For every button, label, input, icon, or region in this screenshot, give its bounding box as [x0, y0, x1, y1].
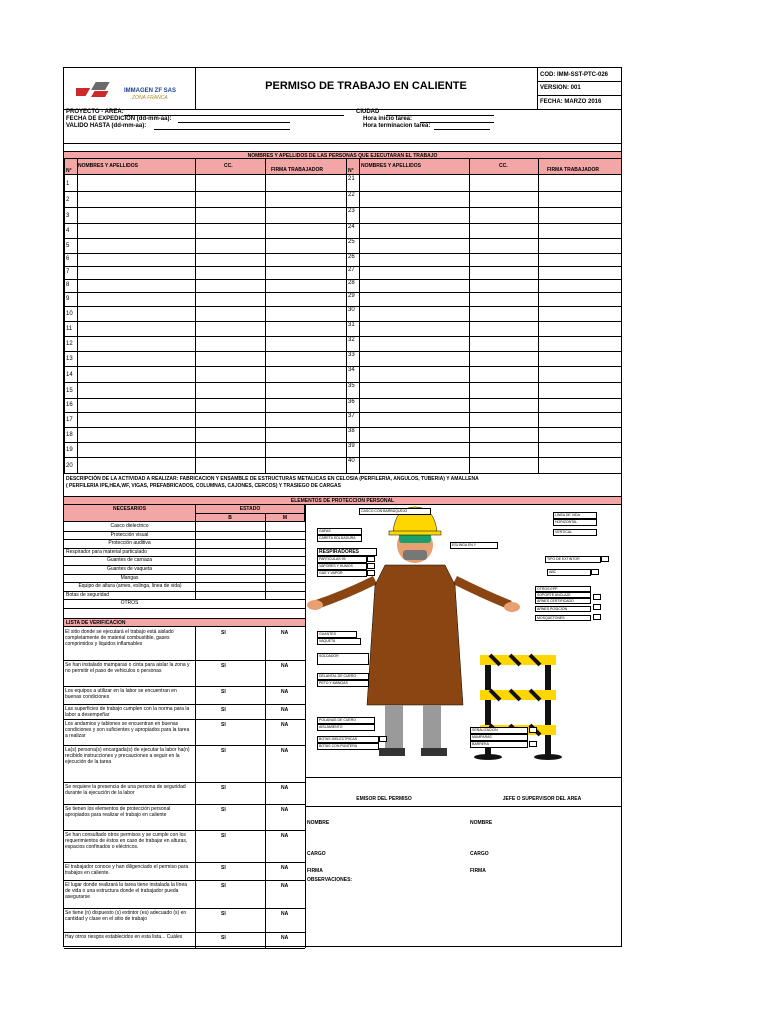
- issuer-position-label: CARGO: [307, 851, 326, 857]
- worker-number-right: 27: [348, 267, 355, 273]
- checklist-yes[interactable]: SI: [221, 833, 226, 839]
- checklist-item: Se han consultado otros permisos y se cumple con los requerimientos de éstos en caso de trabajar en alturas, espacios confinados o eléctricos.: [65, 832, 188, 850]
- worker-number-right: 32: [348, 337, 355, 343]
- checklist-yes[interactable]: SI: [221, 935, 226, 941]
- worker-number-right: 40: [348, 458, 355, 464]
- label-careta: CARETA SOLDADURA: [317, 535, 362, 542]
- col-name-left: NOMBRES Y APELLIDOS: [78, 163, 138, 169]
- checklist-na[interactable]: NA: [281, 748, 289, 754]
- ppe-item: Protección visual: [110, 531, 149, 538]
- city-label: CIUDAD: [356, 109, 380, 115]
- label-mamparas: MAMPARAS: [470, 734, 528, 741]
- label-guantes: GUANTES: [317, 631, 357, 638]
- col-cc-left: CC.: [224, 163, 233, 169]
- issuer-signature-label: FIRMA: [307, 868, 323, 874]
- valid-until-label: VALIDO HASTA (dd-mm-aa):: [66, 123, 147, 129]
- worker-number-right: 23: [348, 208, 355, 214]
- worker-number-left: 4: [66, 228, 70, 234]
- col-sign-left: FIRMA TRABAJADOR: [271, 167, 324, 173]
- supervisor-name-label: NOMBRE: [470, 820, 493, 826]
- checklist-table: [64, 627, 305, 948]
- observations-label: OBSERVACIONES:: [307, 877, 353, 883]
- label-soporte-anclaje: SOPORTE ANCLAJE: [535, 592, 591, 598]
- supervisor-signature-label: FIRMA: [470, 868, 486, 874]
- checklist-item: El sitio donde se ejecutará el trabajo está aislado completamente de material combustible, gases comprimidos y liquidos inflamables: [65, 629, 174, 647]
- checklist-item: El trabajador conoce y han diligenciado el permiso para trabajos en caliente.: [65, 864, 189, 876]
- worker-number-left: 14: [66, 372, 73, 378]
- checklist-na[interactable]: NA: [281, 935, 289, 941]
- permit-sheet: [63, 67, 622, 947]
- worker-number-right: 39: [348, 443, 355, 449]
- supervisor-label: JEFE O SUPERVISOR DEL AREA: [502, 796, 582, 802]
- checklist-section-title: LISTA DE VERIFICACION: [64, 618, 305, 627]
- worker-number-right: 37: [348, 413, 355, 419]
- ppe-item: Protección auditiva: [108, 540, 151, 547]
- worker-number-left: 5: [66, 243, 70, 249]
- checklist-yes[interactable]: SI: [221, 663, 226, 669]
- ppe-col-bad: M: [282, 515, 288, 521]
- checklist-na[interactable]: NA: [281, 707, 289, 713]
- checklist-item: El lugar donde realizará la tarea tiene instalada la línea de vida o una estructura donde el trabajador pueda asegurarse: [65, 882, 188, 900]
- checklist-item: Los equipos a utilizar en la labor se encuentran en buenas condiciones: [65, 688, 177, 700]
- worker-number-right: 36: [348, 399, 355, 405]
- label-gafas: GAFAS: [317, 528, 362, 535]
- worker-number-right: 21: [348, 176, 355, 182]
- ppe-item: Mangas: [120, 574, 139, 581]
- label-horizontal: HORIZONTAL: [553, 519, 597, 526]
- checklist-item: Se tiene (n) dispuesto (s) extintor (es) adecuado (s) en cantidad y clase en el sitio de trabajo: [65, 910, 187, 922]
- col-name-right: NOMBRES Y APELLIDOS: [361, 163, 421, 169]
- worker-number-left: 15: [66, 388, 73, 394]
- worker-number-right: 38: [348, 428, 355, 434]
- worker-number-right: 33: [348, 352, 355, 358]
- checklist-yes[interactable]: SI: [221, 707, 226, 713]
- worker-number-right: 35: [348, 383, 355, 389]
- document-code: COD: IMM-SST-PTC-026: [540, 72, 609, 78]
- logo-subtitle: ZONA FRANCA: [132, 95, 168, 101]
- worker-number-right: 25: [348, 239, 355, 245]
- label-vaqueta: VAQUETA: [317, 638, 361, 645]
- ppe-item: Casco dielectrico: [110, 523, 149, 529]
- activity-description-2: ( PERFILERIA IPE,HEA,WF, VIGAS, PREFABRICADOS, COLUMNAS, CAJONES, CERCOS) Y TRASIEGO DE CARGAS: [66, 483, 341, 489]
- checklist-item: Los andamios y tablones se encuentran en buenas condiciones y son suficientes y apropiados para la tarea a realizar: [65, 721, 190, 739]
- worker-number-right: 26: [348, 254, 355, 260]
- worker-number-left: 8: [66, 282, 70, 288]
- worker-number-left: 6: [66, 256, 70, 262]
- worker-number-left: 10: [66, 311, 73, 317]
- document-version: VERSION: 001: [540, 85, 581, 91]
- ppe-col-needed: NECESARIOS: [112, 506, 147, 512]
- worker-number-left: 16: [66, 402, 73, 408]
- ppe-item: Equipo de altura (arnes, eslinga, linea de vida): [78, 583, 182, 590]
- checklist-na[interactable]: NA: [281, 689, 289, 695]
- worker-number-left: 3: [66, 213, 70, 219]
- ppe-item: Respirador para material particulado: [66, 548, 147, 555]
- checklist-item: Hay otros riesgos establecidos en esta lista... Cuáles: [65, 934, 183, 940]
- checklist-yes[interactable]: SI: [221, 630, 226, 636]
- checklist-na[interactable]: NA: [281, 883, 289, 889]
- ppe-section-title: ELEMENTOS DE PROTECCION PERSONAL: [64, 497, 621, 505]
- worker-number-left: 19: [66, 447, 73, 453]
- issuer-name-label: NOMBRE: [307, 820, 330, 826]
- checklist-yes[interactable]: SI: [221, 865, 226, 871]
- worker-number-left: 17: [66, 417, 73, 423]
- checklist-item: Se tienen los elementos de protección personal apropiados para realizar el trabajo en caliente: [65, 806, 171, 818]
- worker-number-left: 9: [66, 296, 70, 302]
- issue-date-label: FECHA DE EXPEDICIÓN (dd-mm-aa):: [66, 116, 172, 122]
- label-polainas: POLAINAS DE CUERO: [317, 717, 375, 724]
- document-title: PERMISO DE TRABAJO EN CALIENTE: [265, 80, 467, 92]
- ppe-item: Guantes de vaqueta: [106, 566, 153, 572]
- checklist-na[interactable]: NA: [281, 911, 289, 917]
- activity-label: DESCRIPCIÓN DE LA ACTIVIDAD A REALIZAR:: [66, 476, 179, 482]
- worker-number-right: 34: [348, 367, 355, 373]
- col-cc-right: CC.: [499, 163, 508, 169]
- ppe-item: Botas de seguridad: [66, 591, 110, 598]
- worker-number-left: 20: [66, 463, 73, 469]
- label-gas: GAS Y VAPOR: [317, 570, 367, 577]
- worker-number-right: 24: [348, 224, 355, 230]
- worker-number-right: 28: [348, 280, 355, 286]
- checklist-na[interactable]: NA: [281, 785, 289, 791]
- worker-number-right: 31: [348, 322, 355, 328]
- ppe-col-good: B: [228, 515, 232, 521]
- label-particulas: PARTICULAS 95: [317, 556, 367, 563]
- end-time-label: Hora terminacion tarea:: [363, 123, 431, 129]
- label-mosquetones: MOSQUETONES: [535, 615, 591, 621]
- label-respiradores: RESPIRADORES: [317, 548, 377, 556]
- col-number-left: N°: [66, 168, 72, 174]
- checklist-yes[interactable]: SI: [221, 689, 226, 695]
- ppe-item: OTROS: [120, 600, 139, 607]
- checklist-yes[interactable]: SI: [221, 748, 226, 754]
- worker-number-right: 30: [348, 307, 355, 313]
- label-linea-vida: LINEA DE VIDA: [553, 512, 597, 519]
- checklist-na[interactable]: NA: [281, 663, 289, 669]
- supervisor-position-label: CARGO: [470, 851, 489, 857]
- checklist-yes[interactable]: SI: [221, 911, 226, 917]
- ppe-item: Guantes de carnaza: [106, 557, 153, 564]
- worker-number-left: 18: [66, 432, 73, 438]
- company-logo-icon: [76, 78, 126, 100]
- label-botas-puntera: BOTAS CON PUNTERA: [317, 743, 379, 750]
- start-time-label: Hora inicio tarea:: [363, 116, 413, 122]
- checklist-yes[interactable]: SI: [221, 785, 226, 791]
- label-otros-epp: OTROS EPP: [535, 586, 591, 592]
- worker-number-left: 12: [66, 341, 73, 347]
- col-sign-right: FIRMA TRABAJADOR: [547, 167, 600, 173]
- checklist-na[interactable]: NA: [281, 630, 289, 636]
- label-tipo-extintor: TIPO DE EXTINTOR: [545, 556, 601, 563]
- worker-number-right: 22: [348, 192, 355, 198]
- label-delantal: DELANTAL DE CUERO: [317, 673, 369, 680]
- worker-number-left: 1: [66, 181, 70, 187]
- workers-grid: [64, 175, 621, 473]
- worker-number-left: 11: [66, 326, 73, 332]
- label-aislamiento: AISLAMIENTO: [317, 724, 375, 731]
- label-vapores: VAPORES Y HUMOS: [317, 563, 367, 570]
- checklist-item: Las superficies de trabajo cumplen con la norma para la labor a desempeñar: [65, 706, 190, 718]
- label-vertical: VERTICAL: [553, 529, 597, 536]
- logo-area: [72, 76, 192, 106]
- label-peto: PETO Y MANGAS: [317, 680, 369, 687]
- ppe-col-state: ESTADO: [239, 506, 261, 512]
- label-arnes: ARNES CERTIFICADO: [535, 598, 591, 604]
- checklist-item: Se han instalado mamparas o cinta para aislar la zona y no permitir el paso de vehiculos o personas: [65, 662, 190, 674]
- label-botas-dielec: BOTAS DIELECTRICAS: [317, 736, 379, 743]
- checklist-yes[interactable]: SI: [221, 807, 226, 813]
- worker-number-left: 13: [66, 356, 73, 362]
- label-casco: CASCO CON BARBUQUEJO: [359, 508, 431, 515]
- checklist-item: La(s) persona(s) encargada(s) de ejecutar la labor ha(n) recibido instrucciones y precauciones a seguir en la ejecución de la tarea: [65, 747, 190, 765]
- label-arnes-posicion: ARNES POSICION: [535, 606, 591, 612]
- worker-number-right: 29: [348, 293, 355, 299]
- issuer-label: EMISOR DEL PERMISO: [356, 796, 412, 802]
- worker-number-left: 7: [66, 269, 70, 275]
- label-senalizacion: SEÑALIZACION: [470, 727, 528, 734]
- checklist-yes[interactable]: SI: [221, 722, 226, 728]
- checklist-na[interactable]: NA: [281, 865, 289, 871]
- worker-number-left: 2: [66, 197, 70, 203]
- ppe-list: [64, 522, 305, 608]
- checklist-na[interactable]: NA: [281, 807, 289, 813]
- document-date: FECHA: MARZO 2016: [540, 99, 602, 105]
- label-abc: ABC: [547, 569, 591, 576]
- checklist-na[interactable]: NA: [281, 722, 289, 728]
- label-barrera: BARRERA: [470, 741, 528, 748]
- activity-description-1: FABRICACION Y ENSAMBLE DE ESTRUCTURAS METALICAS EN CELOSIA (PERFILERIA, ANGULOS, TUBERIA) Y AMALLENA: [179, 476, 479, 482]
- checklist-item: Se requiere la presencia de una persona de seguridad durante la ejecución de la labor: [65, 784, 186, 796]
- activity-text-1: [66, 476, 621, 482]
- ppe-figure-area: [305, 505, 621, 777]
- logo-company-name: IMMAGEN ZF SAS: [124, 88, 176, 94]
- label-eslinga: ESLINGA EN Y: [450, 542, 498, 549]
- label-soldador: SOLDADOR: [317, 653, 369, 665]
- checklist-na[interactable]: NA: [281, 833, 289, 839]
- workers-section-title: NOMBRES Y APELLIDOS DE LAS PERSONAS QUE EJECUTARAN EL TRABAJO: [64, 151, 621, 159]
- checklist-yes[interactable]: SI: [221, 883, 226, 889]
- col-number-right: N°: [348, 168, 354, 174]
- project-area-label: PROYECTO - AREA:: [66, 109, 124, 115]
